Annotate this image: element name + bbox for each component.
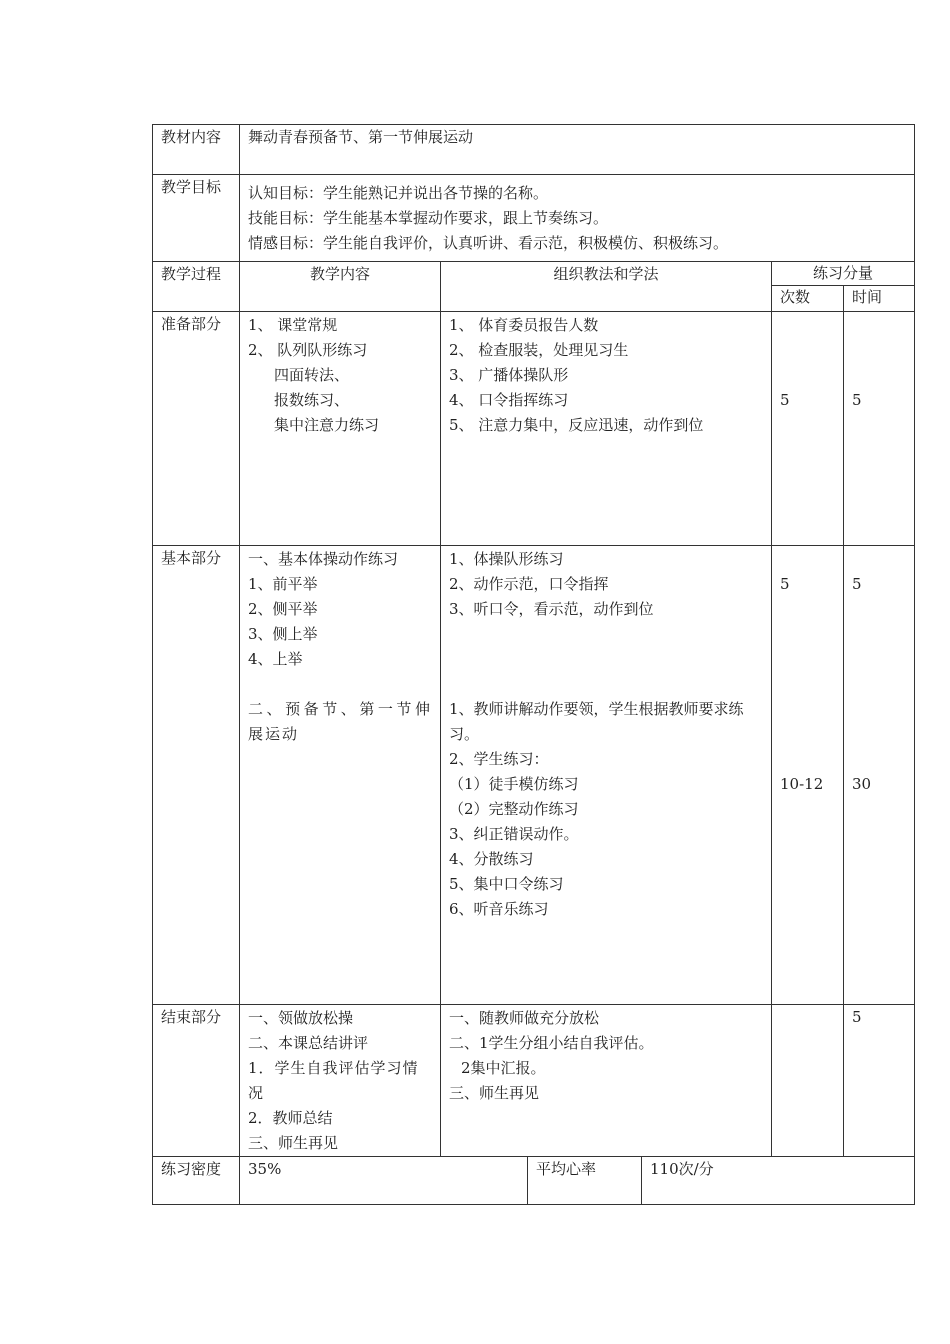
basic-method-line: 1、体操队形练习 bbox=[449, 550, 564, 568]
material-row bbox=[153, 125, 915, 175]
spacer bbox=[852, 747, 906, 772]
prep-method-line: 1、 体育委员报告人数 bbox=[449, 316, 599, 334]
prep-duration: 5 bbox=[844, 312, 915, 546]
basic-times bbox=[772, 546, 844, 1005]
spacer bbox=[852, 722, 906, 747]
header-process: 教学过程 bbox=[153, 262, 240, 312]
end-method-line: 二、1学生分组小结自我评估。 bbox=[449, 1034, 654, 1052]
spacer bbox=[852, 647, 906, 672]
prep-method-line: 2、 检查服装，处理见习生 bbox=[449, 341, 629, 359]
goals-label: 教学目标 bbox=[153, 175, 240, 262]
basic-content bbox=[240, 546, 441, 1005]
heart-rate-value: 110次/分 bbox=[642, 1157, 915, 1205]
goals-cell bbox=[240, 175, 915, 262]
goals-row bbox=[153, 175, 915, 262]
basic-times-b: 10-12 bbox=[780, 775, 824, 793]
basic-duration-a: 5 bbox=[852, 575, 862, 593]
goal-cognitive: 认知目标：学生能熟记并说出各节操的名称。 bbox=[248, 184, 549, 202]
basic-method-line: 1、教师讲解动作要领，学生根据教师要求练习。 bbox=[449, 700, 744, 743]
prep-content-line: 2、 队列队形练习 bbox=[248, 341, 368, 359]
basic-method-line: （1）徒手模仿练习 bbox=[449, 775, 579, 793]
spacer bbox=[780, 672, 835, 697]
basic-content-line: 二、预备节、第一节伸展运动 bbox=[248, 700, 432, 743]
header-row bbox=[153, 262, 915, 286]
end-times bbox=[772, 1005, 844, 1157]
material-value: 舞动青春预备节、第一节伸展运动 bbox=[240, 125, 915, 175]
prep-content-line: 四面转法、 bbox=[274, 366, 350, 384]
basic-method-line: 3、纠正错误动作。 bbox=[449, 825, 579, 843]
spacer bbox=[449, 672, 763, 697]
end-label: 结束部分 bbox=[153, 1005, 240, 1157]
end-method-line: 一、随教师做充分放松 bbox=[449, 1009, 600, 1027]
basic-content-line: 2、侧平举 bbox=[248, 600, 318, 618]
density-value: 35% bbox=[240, 1157, 528, 1205]
basic-method-line: 2、动作示范，口令指挥 bbox=[449, 575, 609, 593]
spacer bbox=[780, 622, 835, 647]
basic-content-line: 一、基本体操动作练习 bbox=[248, 550, 399, 568]
heart-rate-label: 平均心率 bbox=[528, 1157, 642, 1205]
header-method: 组织教法和学法 bbox=[441, 262, 772, 312]
material-label: 教材内容 bbox=[153, 125, 240, 175]
basic-content-line: 3、侧上举 bbox=[248, 625, 318, 643]
basic-method-line: 4、分散练习 bbox=[449, 850, 534, 868]
header-duration: 时间 bbox=[844, 286, 915, 312]
end-duration: 5 bbox=[844, 1005, 915, 1157]
end-method-line: 三、师生再见 bbox=[449, 1084, 540, 1102]
prep-method-line: 4、 口令指挥练习 bbox=[449, 391, 569, 409]
header-amount: 练习分量 bbox=[772, 262, 915, 286]
spacer bbox=[248, 672, 432, 697]
spacer bbox=[780, 747, 835, 772]
footer-row bbox=[153, 1157, 915, 1205]
basic-method-line: （2）完整动作练习 bbox=[449, 800, 579, 818]
prep-method-line: 5、 注意力集中，反应迅速，动作到位 bbox=[449, 416, 704, 434]
basic-row bbox=[153, 546, 915, 1005]
basic-method-line: 2、学生练习： bbox=[449, 750, 549, 768]
end-method bbox=[441, 1005, 772, 1157]
prep-content-line: 集中注意力练习 bbox=[274, 416, 380, 434]
end-content bbox=[240, 1005, 441, 1157]
basic-duration bbox=[844, 546, 915, 1005]
header-content: 教学内容 bbox=[240, 262, 441, 312]
basic-method bbox=[441, 546, 772, 1005]
density-label: 练习密度 bbox=[153, 1157, 240, 1205]
basic-duration-b: 30 bbox=[852, 775, 872, 793]
end-row bbox=[153, 1005, 915, 1157]
prep-content-line: 报数练习、 bbox=[274, 391, 350, 409]
spacer bbox=[780, 647, 835, 672]
prep-row bbox=[153, 312, 915, 546]
end-content-line: 1．学生自我评估学习情况 bbox=[248, 1059, 419, 1102]
basic-method-line: 6、听音乐练习 bbox=[449, 900, 549, 918]
spacer bbox=[449, 622, 763, 647]
prep-content bbox=[240, 312, 441, 546]
goal-emotion: 情感目标：学生能自我评价，认真听讲、看示范，积极模仿、积极练习。 bbox=[248, 234, 729, 252]
basic-content-line: 1、前平举 bbox=[248, 575, 318, 593]
spacer bbox=[780, 597, 835, 622]
end-method-line: 2集中汇报。 bbox=[461, 1059, 546, 1077]
prep-method-line: 3、 广播体操队形 bbox=[449, 366, 569, 384]
basic-content-line: 4、上举 bbox=[248, 650, 303, 668]
lesson-plan-table bbox=[152, 124, 915, 1205]
basic-method-line: 3、听口令，看示范，动作到位 bbox=[449, 600, 654, 618]
end-content-line: 2．教师总结 bbox=[248, 1109, 333, 1127]
basic-times-a: 5 bbox=[780, 575, 790, 593]
basic-method-line: 5、集中口令练习 bbox=[449, 875, 564, 893]
prep-label: 准备部分 bbox=[153, 312, 240, 546]
spacer bbox=[852, 597, 906, 622]
prep-times: 5 bbox=[772, 312, 844, 546]
spacer bbox=[852, 672, 906, 697]
end-content-line: 三、师生再见 bbox=[248, 1134, 339, 1152]
prep-content-line: 1、 课堂常规 bbox=[248, 316, 338, 334]
spacer bbox=[780, 697, 835, 722]
basic-label: 基本部分 bbox=[153, 546, 240, 1005]
prep-method bbox=[441, 312, 772, 546]
end-content-line: 一、领做放松操 bbox=[248, 1009, 354, 1027]
spacer bbox=[852, 697, 906, 722]
end-content-line: 二、本课总结讲评 bbox=[248, 1034, 369, 1052]
spacer bbox=[852, 622, 906, 647]
header-times: 次数 bbox=[772, 286, 844, 312]
spacer bbox=[449, 647, 763, 672]
spacer bbox=[780, 722, 835, 747]
goal-skill: 技能目标：学生能基本掌握动作要求，跟上节奏练习。 bbox=[248, 209, 609, 227]
